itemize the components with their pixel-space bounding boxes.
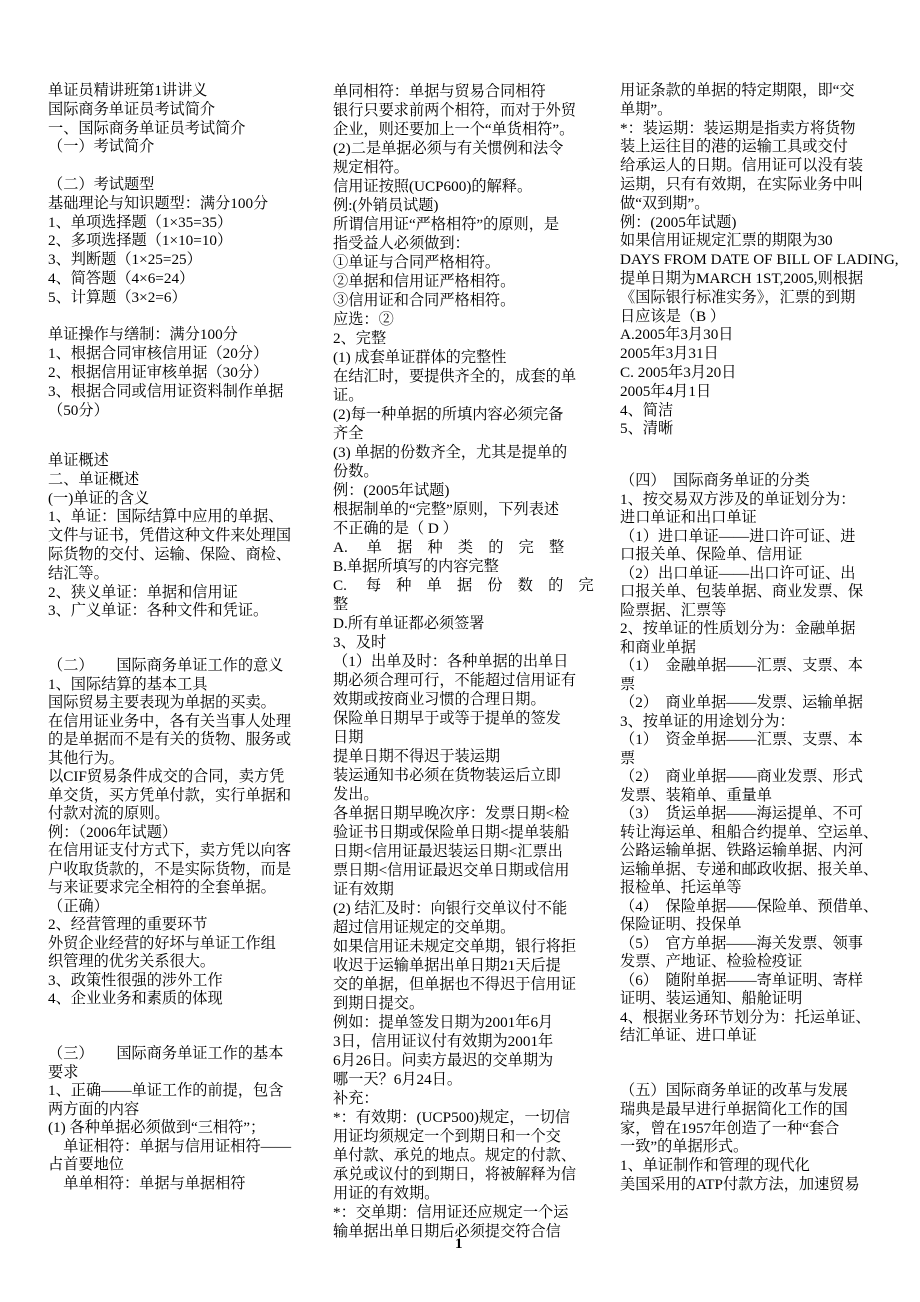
- text-line: 承兑或议付的到期日，将被解释为信: [333, 1166, 576, 1183]
- text-line: (3) 单据的份数齐全，尤其是提单的: [333, 444, 568, 461]
- text-line: 报检单、托运单等: [620, 879, 742, 896]
- text-line: 指受益人必须做到：: [333, 235, 470, 252]
- text-line: 2、根据信用证审核单据（30分）: [48, 363, 269, 381]
- text-line: (2) 结汇及时：向银行交单议付不能: [333, 900, 568, 917]
- column-1-block-4: [48, 1045, 320, 1193]
- text-line: 运输单据、专递和邮政收据、报关单、: [620, 860, 879, 878]
- text-line: 到期日提交。: [333, 995, 425, 1012]
- text-line: 3、政策性很强的涉外工作: [48, 971, 223, 989]
- text-line: 效期或按商业习惯的合理日期。: [333, 691, 546, 708]
- text-line: 3、及时: [333, 634, 387, 651]
- text-line: DAYS FROM DATE OF BILL OF LADING,: [620, 251, 899, 269]
- text-line: 装上运往目的港的运输工具或交付: [620, 138, 848, 156]
- text-line: 给承运人的日期。信用证可以没有装: [620, 157, 863, 175]
- text-line: 份数。: [333, 463, 379, 480]
- text-line: 4、简答题（4×6=24）: [48, 269, 195, 287]
- column-2-block-1: [333, 82, 609, 1241]
- text-line: 单同相符：单据与贸易合同相符: [333, 83, 546, 100]
- column-3-block-2: [620, 472, 905, 1046]
- column-3-block-1: [620, 82, 905, 439]
- text-line: 哪一天？6月24日。: [333, 1071, 463, 1088]
- text-line: 例:(外销员试题): [333, 197, 439, 214]
- text-line: 用证均须规定一个到期日和一个交: [333, 1128, 561, 1145]
- text-line: （2） 商业单据——商业发票、形式: [620, 768, 863, 785]
- text-line: 外贸企业经营的好坏与单证工作组: [48, 934, 276, 952]
- text-line: 日应该是（B ）: [620, 307, 726, 325]
- text-line: 险票据、汇票等: [620, 601, 727, 619]
- text-line: 其他行为。: [48, 749, 124, 767]
- text-line: （50分）: [48, 401, 109, 419]
- text-line: C. 每 种 单 据 份 数 的 完 整: [333, 577, 609, 613]
- text-line: 发票、装箱单、重量单: [620, 786, 772, 804]
- text-line: [48, 157, 320, 176]
- text-line: 5、清晰: [620, 420, 674, 438]
- text-line: 单单相符：单据与单据相符: [48, 1174, 246, 1192]
- text-line: （6） 随附单据——寄单证明、寄样: [620, 971, 863, 989]
- text-line: （1）出单及时：各种单据的出单日: [333, 653, 569, 670]
- text-line: 2、多项选择题（1×10=10）: [48, 232, 233, 250]
- page-number: 1: [455, 1236, 463, 1252]
- text-line: 例：（2006年试题）: [48, 823, 178, 841]
- text-line: 国际商务单证员考试简介: [48, 100, 216, 118]
- text-line: 转让海运单、租船合约提单、空运单、: [620, 823, 879, 841]
- text-line: 证。: [333, 387, 364, 404]
- text-line: 期必须合理可行，不能超过信用证有: [333, 672, 576, 689]
- text-line: 用证的有效期。: [333, 1185, 440, 1202]
- text-line: （1） 金融单据——汇票、支票、本: [620, 657, 863, 674]
- text-line: 交的单据，但单据也不得迟于信用证: [333, 976, 576, 993]
- text-line: 口报关单、包装单据、商业发票、保: [620, 583, 863, 600]
- text-line: 如果信用证规定汇票的期限为30: [620, 232, 833, 250]
- text-line: 发票、产地证、检验检疫证: [620, 953, 803, 970]
- text-line: 1、按交易双方涉及的单证划分为：: [620, 490, 856, 508]
- text-line: 与来证要求完全相符的全套单据。: [48, 879, 276, 896]
- text-line: 基础理论与知识题型：满分100分: [48, 194, 269, 212]
- text-line: 要求: [48, 1063, 79, 1081]
- text-line: (1) 各种单据必须做到“三相符”；: [48, 1119, 266, 1136]
- text-line: （三） 国际商务单证工作的基本: [48, 1045, 284, 1062]
- text-line: 1、单证制作和管理的现代化: [620, 1157, 810, 1175]
- text-line: 例：(2005年试题): [620, 213, 737, 231]
- text-line: A. 单 据 种 类 的 完 整: [333, 539, 565, 556]
- text-line: 保险单日期早于或等于提单的签发: [333, 710, 561, 727]
- text-line: B.单据所填写的内容完整: [333, 558, 499, 575]
- text-line: 织管理的优劣关系很大。: [48, 953, 216, 970]
- text-line: 际货物的交付、运输、保险、商检、: [48, 545, 291, 563]
- text-line: 一、国际商务单证员考试简介: [48, 119, 246, 137]
- text-line: 在信用证业务中，各有关当事人处理: [48, 712, 291, 730]
- text-line: 提单日期为MARCH 1ST,2005,则根据: [620, 269, 864, 287]
- text-line: 1、国际结算的基本工具: [48, 675, 208, 693]
- text-line: 信用证按照(UCP600)的解释。: [333, 178, 533, 195]
- text-line: 3、判断题（1×25=25）: [48, 251, 202, 269]
- text-line: 口报关单、保险单、信用证: [620, 546, 803, 563]
- column-1-block-3: [48, 657, 320, 1009]
- text-line: 4、企业业务和素质的体现: [48, 990, 223, 1007]
- text-line: 公路运输单据、铁路运输单据、内河: [620, 842, 863, 859]
- text-line: 单证员精讲班第1讲讲义: [48, 82, 208, 99]
- text-line: 齐全: [333, 425, 364, 442]
- text-line: 各单据日期早晚次序：发票日期<检: [333, 805, 570, 822]
- text-line: 3、按单证的用途划分为：: [620, 712, 795, 730]
- text-line: (1) 成套单证群体的完整性: [333, 349, 507, 366]
- text-line: （4） 保险单据——保险单、预借单、: [620, 897, 879, 915]
- column-3-block-3: [620, 1082, 905, 1195]
- text-line: 2、完整: [333, 330, 387, 347]
- text-line: 1、正确——单证工作的前提，包含: [48, 1082, 284, 1099]
- text-line: （正确）: [48, 897, 109, 915]
- text-line: ①单证与合同严格相符。: [333, 254, 501, 271]
- text-line: （1）进口单证——进口许可证、进: [620, 527, 856, 545]
- text-line: 输单据出单日期后必须提交符合信: [333, 1223, 561, 1240]
- text-line: 以CIF贸易条件成交的合同，卖方凭: [48, 768, 285, 785]
- column-1-block-2: [48, 452, 320, 621]
- text-line: 运期，只有有效期，在实际业务中叫: [620, 175, 863, 193]
- text-line: 2、按单证的性质划分为：金融单据: [620, 620, 856, 637]
- text-line: D.所有单证都必须签署: [333, 615, 485, 632]
- text-line: *：交单期：信用证还应规定一个运: [333, 1204, 569, 1221]
- text-line: （1） 资金单据——汇票、支票、本: [620, 731, 863, 748]
- text-line: 单证操作与缮制：满分100分: [48, 326, 238, 344]
- text-line: 收迟于运输单据出单日期21天后提: [333, 957, 561, 974]
- text-line: 一致”的单据形式。: [620, 1138, 749, 1156]
- text-line: 发出。: [333, 786, 379, 803]
- text-line: 做“双到期”。: [620, 194, 710, 212]
- text-line: 所谓信用证“严格相符”的原则，是: [333, 216, 560, 233]
- text-line: 两方面的内容: [48, 1100, 140, 1118]
- text-line: 证有效期: [333, 881, 394, 898]
- text-line: (2)二是单据必须与有关惯例和法令: [333, 140, 564, 157]
- text-line: A.2005年3月30日: [620, 326, 734, 344]
- text-line: 5、计算题（3×2=6）: [48, 288, 187, 306]
- text-line: 4、简洁: [620, 401, 674, 419]
- text-line: 单证相符：单据与信用证相符——: [48, 1137, 291, 1155]
- text-line: 1、单项选择题（1×35=35）: [48, 213, 233, 231]
- text-line: 3、根据合同或信用证资料制作单据: [48, 382, 284, 400]
- text-line: 例如：提单签发日期为2001年6月: [333, 1014, 554, 1031]
- text-line: 瑞典是最早进行单据简化工作的国: [620, 1100, 848, 1118]
- text-line: 4、根据业务环节划分为：托运单证、: [620, 1008, 871, 1026]
- text-line: 日期: [333, 729, 364, 746]
- text-line: 2、狭义单证：单据和信用证: [48, 583, 238, 601]
- text-line: *：装运期：装运期是指卖方将货物: [620, 119, 856, 137]
- text-line: 在结汇时，要提供齐全的，成套的单: [333, 368, 576, 385]
- text-line: 不正确的是（ D ）: [333, 520, 458, 537]
- text-line: 2005年3月31日: [620, 345, 719, 363]
- text-line: 结汇等。: [48, 564, 109, 582]
- text-line: 例：(2005年试题): [333, 482, 450, 499]
- text-line: 2、经营管理的重要环节: [48, 916, 208, 933]
- text-line: ②单据和信用证严格相符。: [333, 273, 516, 290]
- text-line: （一）考试简介: [48, 138, 155, 156]
- text-line: 占首要地位: [48, 1156, 124, 1173]
- text-line: 票日期<信用证最迟交单日期或信用: [333, 862, 570, 879]
- text-line: 2005年4月1日: [620, 382, 712, 400]
- text-line: 票: [620, 675, 636, 693]
- text-line: ③信用证和合同严格相符。: [333, 292, 516, 309]
- text-line: 的是单据而不是有关的货物、服务或: [48, 731, 291, 748]
- text-line: 提单日期不得迟于装运期: [333, 748, 501, 765]
- text-line: 日期<信用证最迟装运日期<汇票出: [333, 843, 563, 860]
- text-line: 超过信用证规定的交单期。: [333, 919, 516, 936]
- text-line: 户收取货款的，不是实际货物，而是: [48, 860, 291, 878]
- text-line: 应选：②: [333, 311, 394, 328]
- text-line: [48, 308, 320, 327]
- text-line: 企业，则还要加上一个“单货相符”。: [333, 121, 575, 138]
- text-line: 国际贸易主要表现为单据的买卖。: [48, 694, 276, 711]
- text-line: 保险证明、投保单: [620, 916, 742, 933]
- column-1-block-1: [48, 82, 320, 420]
- text-line: 6月26日。问卖方最迟的交单期为: [333, 1052, 554, 1069]
- text-line: (2)每一种单据的所填内容必须完备: [333, 406, 564, 423]
- text-line: 装运通知书必须在货物装运后立即: [333, 767, 561, 784]
- text-line: （3） 货运单据——海运提单、不可: [620, 805, 863, 822]
- text-line: C. 2005年3月20日: [620, 363, 737, 381]
- text-line: （2） 商业单据——发票、运输单据: [620, 694, 863, 711]
- text-line: 单期”。: [620, 100, 673, 118]
- text-line: 用证条款的单据的特定期限，即“交: [620, 82, 855, 99]
- text-line: 进口单证和出口单证: [620, 509, 757, 526]
- text-line: 根据制单的“完整”原则，下列表述: [333, 501, 560, 518]
- text-line: 单证概述: [48, 452, 109, 469]
- text-line: *：有效期：(UCP500)规定，一切信: [333, 1109, 571, 1126]
- text-line: 票: [620, 749, 636, 767]
- text-line: （2）出口单证——出口许可证、出: [620, 564, 856, 582]
- text-line: 单交货，买方凭单付款，实行单据和: [48, 786, 291, 804]
- text-line: 补充：: [333, 1090, 379, 1107]
- text-line: （五）国际商务单证的改革与发展: [620, 1082, 848, 1099]
- text-line: 家，曾在1957年创造了一种“套合: [620, 1119, 840, 1137]
- text-line: 美国采用的ATP付款方法，加速贸易: [620, 1175, 860, 1193]
- text-line: （四） 国际商务单证的分类: [620, 472, 810, 489]
- text-line: 二、单证概述: [48, 470, 140, 488]
- text-line: 验证书日期或保险单日期<提单装船: [333, 824, 570, 841]
- text-line: 付款对流的原则。: [48, 805, 170, 822]
- text-line: 单付款、承兑的地点。规定的付款、: [333, 1147, 576, 1164]
- text-line: 文件与证书，凭借这种文件来处理国: [48, 527, 291, 545]
- text-line: 规定相符。: [333, 159, 409, 176]
- text-line: 结汇单证、进口单证: [620, 1027, 757, 1044]
- text-line: 3日，信用证议付有效期为2001年: [333, 1033, 554, 1050]
- text-line: 在信用证支付方式下，卖方凭以向客: [48, 842, 291, 859]
- text-line: 银行只要求前两个相符，而对于外贸: [333, 102, 576, 119]
- text-line: 和商业单据: [620, 638, 696, 656]
- text-line: （二）考试题型: [48, 175, 155, 193]
- text-line: 如果信用证未规定交单期，银行将拒: [333, 938, 576, 955]
- text-line: （二） 国际商务单证工作的意义: [48, 657, 284, 674]
- text-line: 3、广义单证：各种文件和凭证。: [48, 602, 269, 620]
- text-line: 1、单证：国际结算中应用的单据、: [48, 508, 284, 526]
- text-line: 证明、装运通知、船舱证明: [620, 990, 803, 1007]
- text-line: (一)单证的含义: [48, 489, 150, 507]
- text-line: 1、根据合同审核信用证（20分）: [48, 345, 269, 363]
- text-line: （5） 官方单据——海关发票、领事: [620, 934, 863, 952]
- text-line: 《国际银行标准实务》，汇票的到期: [620, 288, 856, 306]
